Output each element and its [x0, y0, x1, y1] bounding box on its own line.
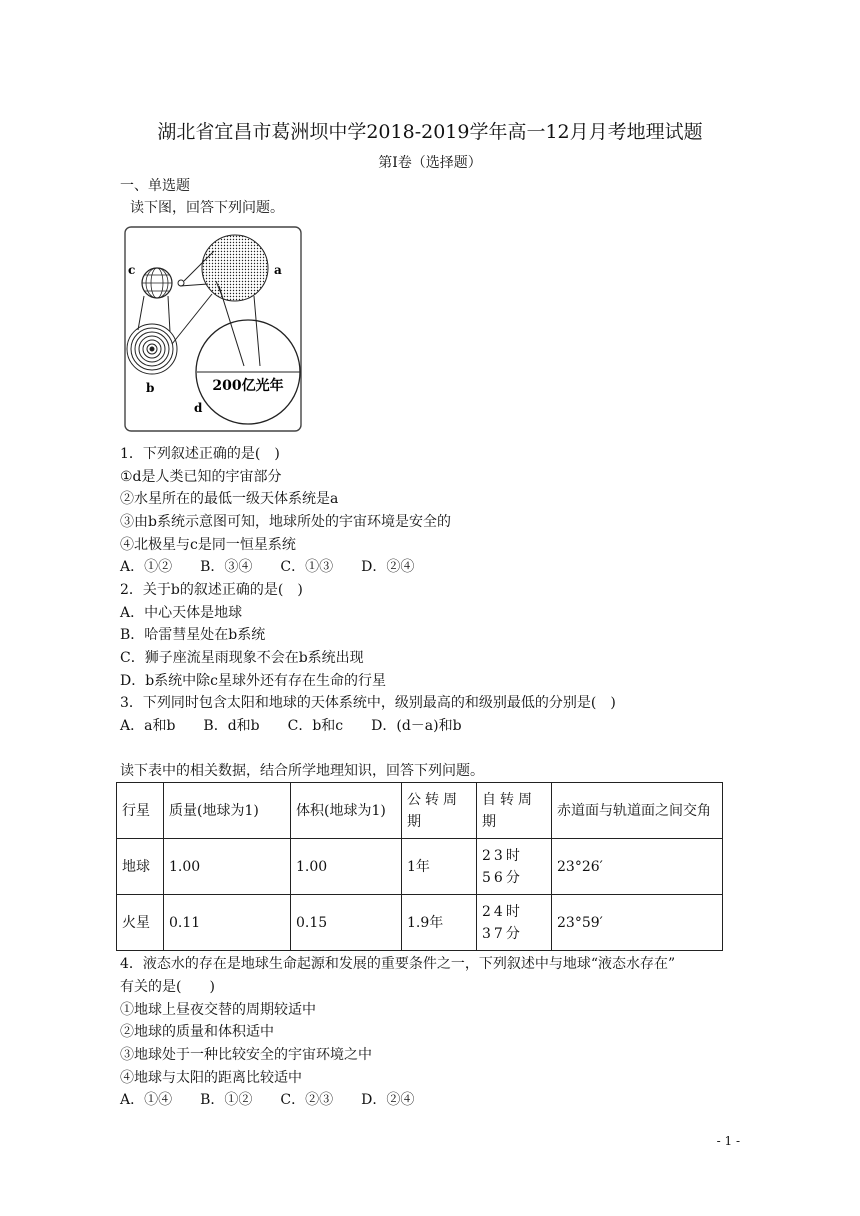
- header-cell: 自转周期: [477, 783, 552, 839]
- q2-option-b: B．哈雷彗星处在b系统: [120, 627, 266, 643]
- q4-statement-2: ②地球的质量和体积适中: [120, 1024, 274, 1040]
- table-cell: 1.9年: [402, 895, 477, 951]
- header-cell: 行星: [117, 783, 164, 839]
- header-cell: 公转周期: [402, 783, 477, 839]
- label-d: d: [194, 401, 203, 415]
- q4-options: A．①④ B．①② C．②③ D．②④: [120, 1092, 415, 1108]
- table-cell: 0.11: [164, 895, 291, 951]
- table-header-row: [117, 783, 723, 839]
- header-cell: 赤道面与轨道面之间交角: [552, 783, 723, 839]
- q2-option-d: D．b系统中除c星球外还有存在生命的行星: [120, 673, 387, 689]
- planet-data-table: [116, 782, 723, 951]
- q4-statement-4: ④地球与太阳的距离比较适中: [120, 1070, 302, 1086]
- label-a: a: [274, 263, 282, 277]
- table-cell: 1.00: [291, 839, 402, 895]
- q4-stem-line-1: 4．液态水的存在是地球生命起源和发展的重要条件之一，下列叙述中与地球“液态水存在”: [120, 956, 676, 972]
- section-subtitle: 第Ⅰ卷（选择题）: [378, 155, 482, 171]
- q2-option-c: C．狮子座流星雨现象不会在b系统出现: [120, 650, 364, 666]
- q2-option-a: A．中心天体是地球: [120, 605, 243, 621]
- q1-stem: 1．下列叙述正确的是( ): [120, 446, 280, 462]
- table-cell: 地球: [117, 839, 164, 895]
- scale-caption: 200亿光年: [212, 378, 284, 394]
- q4-stem-line-2: 有关的是( ): [120, 979, 215, 995]
- q4-statement-3: ③地球处于一种比较安全的宇宙环境之中: [120, 1047, 372, 1063]
- q3-options: A．a和b B．d和b C．b和c D．(d－a)和b: [120, 718, 462, 734]
- table-cell: 0.15: [291, 895, 402, 951]
- label-b: b: [146, 381, 155, 395]
- q3-stem: 3．下列同时包含太阳和地球的天体系统中，级别最高的和级别最低的分别是( ): [120, 695, 616, 711]
- intro-text: 读下图，回答下列问题。: [130, 200, 284, 216]
- q1-statement-4: ④北极星与c是同一恒星系统: [120, 537, 296, 553]
- q1-statement-2: ②水星所在的最低一级天体系统是a: [120, 491, 339, 507]
- label-c: c: [128, 263, 136, 277]
- circle-a: [202, 235, 268, 301]
- q1-options: A．①② B．③④ C．①③ D．②④: [120, 559, 415, 575]
- table-cell: 23°26′: [552, 839, 723, 895]
- q1-statement-3: ③由b系统示意图可知，地球所处的宇宙环境是安全的: [120, 514, 451, 530]
- document-title: 湖北省宜昌市葛洲坝中学2018-2019学年高一12月月考地理试题: [157, 121, 703, 143]
- circle-d: [196, 320, 300, 424]
- q4-statement-1: ①地球上昼夜交替的周期较适中: [120, 1002, 316, 1018]
- table-cell: 火星: [117, 895, 164, 951]
- table-row: [117, 895, 723, 951]
- table-cell: 1.00: [164, 839, 291, 895]
- page-number: - 1 -: [716, 1134, 740, 1148]
- table-cell: 23°59′: [552, 895, 723, 951]
- cosmic-systems-figure: [124, 226, 302, 432]
- table-intro: 读下表中的相关数据，结合所学地理知识，回答下列问题。: [120, 763, 484, 779]
- header-cell: 质量(地球为1): [164, 783, 291, 839]
- section-heading: 一、单选题: [120, 178, 190, 194]
- table-cell: 1年: [402, 839, 477, 895]
- q1-statement-1: ①d是人类已知的宇宙部分: [120, 469, 282, 485]
- table-cell: 24时37分: [477, 895, 552, 951]
- header-cell: 体积(地球为1): [291, 783, 402, 839]
- table-row: [117, 839, 723, 895]
- q2-stem: 2．关于b的叙述正确的是( ): [120, 582, 303, 598]
- table-cell: 23时56分: [477, 839, 552, 895]
